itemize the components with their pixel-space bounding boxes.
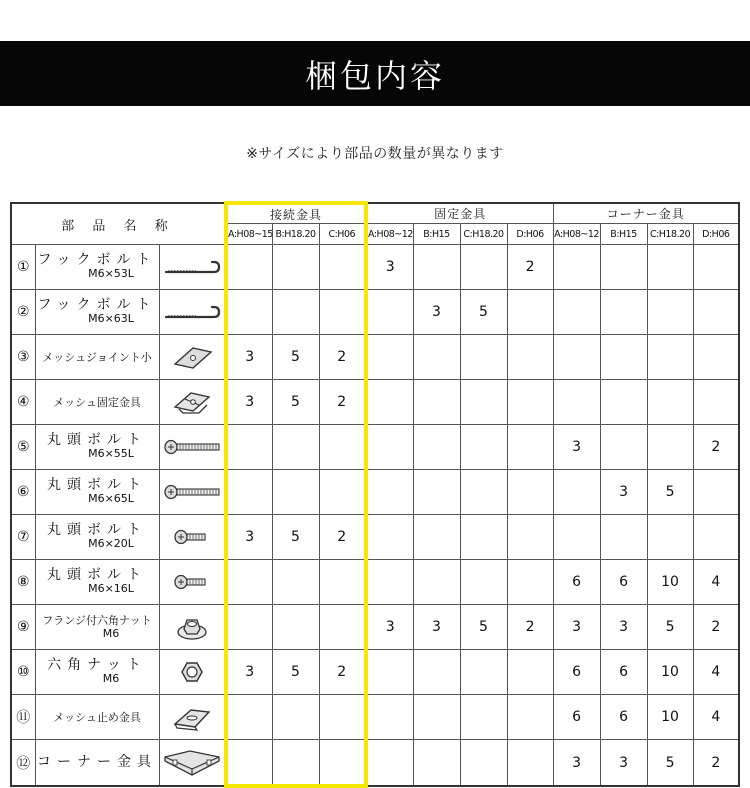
part-name: フックボルト xyxy=(37,252,157,268)
hex-nut-icon xyxy=(160,658,225,686)
qty-fix xyxy=(413,650,460,695)
qty-corner xyxy=(553,245,600,290)
qty-fix xyxy=(413,425,460,470)
qty-fix xyxy=(366,740,413,787)
part-size: M6×20L xyxy=(88,537,134,550)
qty-connect xyxy=(319,560,366,605)
qty-fix xyxy=(460,380,507,425)
part-image-cell xyxy=(159,560,226,605)
qty-fix xyxy=(366,425,413,470)
qty-connect: 2 xyxy=(319,380,366,425)
qty-corner: 3 xyxy=(600,605,647,650)
table-row xyxy=(11,380,739,425)
sub-header: A:H08~12 xyxy=(553,224,600,245)
qty-corner xyxy=(647,515,693,560)
short-bolt-icon xyxy=(160,572,225,592)
qty-connect xyxy=(319,425,366,470)
sub-header: A:H08~12 xyxy=(366,224,413,245)
qty-corner: 6 xyxy=(553,650,600,695)
qty-fix xyxy=(460,560,507,605)
qty-connect xyxy=(319,470,366,515)
part-name: 丸頭ボルト xyxy=(47,477,147,493)
part-size: M6 xyxy=(102,627,120,640)
qty-fix xyxy=(460,695,507,740)
qty-corner xyxy=(600,425,647,470)
qty-connect: 3 xyxy=(226,380,272,425)
qty-fix: 2 xyxy=(507,245,553,290)
qty-connect xyxy=(272,290,319,335)
corner-bracket-icon xyxy=(160,747,225,779)
mesh-clamp-icon xyxy=(160,387,225,417)
table-row xyxy=(11,560,739,605)
part-size: M6×65L xyxy=(88,492,134,505)
qty-fix xyxy=(460,740,507,787)
group-header-fix: 固定金具 xyxy=(366,203,553,224)
part-image-cell xyxy=(159,740,226,787)
qty-fix xyxy=(460,515,507,560)
table-row xyxy=(11,695,739,740)
qty-connect xyxy=(226,290,272,335)
part-name-cell xyxy=(35,605,159,650)
part-size: M6×63L xyxy=(88,312,134,325)
qty-corner: 5 xyxy=(647,470,693,515)
part-name: 丸頭ボルト xyxy=(47,432,147,448)
qty-fix xyxy=(413,245,460,290)
part-name: メッシュ止め金具 xyxy=(53,710,141,724)
qty-connect xyxy=(226,425,272,470)
part-image-cell xyxy=(159,695,226,740)
qty-corner: 10 xyxy=(647,695,693,740)
qty-fix: 3 xyxy=(366,245,413,290)
qty-fix: 3 xyxy=(413,290,460,335)
part-name-cell xyxy=(35,650,159,695)
qty-corner: 4 xyxy=(693,650,739,695)
part-size: M6 xyxy=(102,672,120,685)
qty-fix xyxy=(413,470,460,515)
qty-connect xyxy=(319,290,366,335)
qty-corner xyxy=(693,290,739,335)
table-row xyxy=(11,650,739,695)
part-name-cell xyxy=(35,290,159,335)
qty-corner xyxy=(693,470,739,515)
qty-connect xyxy=(319,605,366,650)
part-name: コーナー金具 xyxy=(37,754,157,770)
qty-connect: 2 xyxy=(319,650,366,695)
part-name-cell xyxy=(35,245,159,290)
part-name: 丸頭ボルト xyxy=(47,567,147,583)
qty-connect: 3 xyxy=(226,335,272,380)
qty-fix xyxy=(460,425,507,470)
table-row xyxy=(11,290,739,335)
qty-corner xyxy=(553,380,600,425)
qty-connect xyxy=(272,470,319,515)
flange-nut-icon xyxy=(160,612,225,642)
qty-fix xyxy=(507,425,553,470)
qty-connect: 2 xyxy=(319,515,366,560)
part-image-cell xyxy=(159,290,226,335)
item-number: ⑪ xyxy=(11,695,35,740)
qty-fix xyxy=(413,740,460,787)
qty-fix xyxy=(413,335,460,380)
qty-fix xyxy=(366,380,413,425)
part-name-cell xyxy=(35,560,159,605)
part-image-cell xyxy=(159,470,226,515)
table-row xyxy=(11,740,739,787)
qty-fix xyxy=(366,290,413,335)
qty-connect xyxy=(319,245,366,290)
qty-connect: 5 xyxy=(272,335,319,380)
qty-fix: 2 xyxy=(507,605,553,650)
table-row xyxy=(11,515,739,560)
qty-corner: 4 xyxy=(693,695,739,740)
sub-header: A:H08~15 xyxy=(226,224,272,245)
qty-fix xyxy=(507,650,553,695)
qty-corner: 2 xyxy=(693,425,739,470)
qty-corner xyxy=(693,335,739,380)
qty-fix xyxy=(366,335,413,380)
sub-header: B:H18.20 xyxy=(272,224,319,245)
qty-connect: 2 xyxy=(319,335,366,380)
qty-corner xyxy=(600,515,647,560)
qty-fix xyxy=(507,560,553,605)
qty-fix xyxy=(460,650,507,695)
qty-corner xyxy=(553,290,600,335)
qty-corner: 6 xyxy=(600,560,647,605)
group-header-connect: 接続金具 xyxy=(226,203,366,224)
sub-header: D:H06 xyxy=(693,224,739,245)
qty-corner: 3 xyxy=(600,740,647,787)
short-bolt-icon xyxy=(160,527,225,547)
qty-fix xyxy=(460,335,507,380)
qty-connect xyxy=(272,740,319,787)
part-image-cell xyxy=(159,245,226,290)
qty-fix xyxy=(413,695,460,740)
qty-connect xyxy=(319,695,366,740)
part-size: M6×55L xyxy=(88,447,134,460)
qty-connect xyxy=(226,560,272,605)
parts-rows xyxy=(11,245,739,787)
part-image-cell xyxy=(159,425,226,470)
qty-corner xyxy=(600,380,647,425)
qty-connect: 5 xyxy=(272,650,319,695)
qty-fix xyxy=(507,695,553,740)
part-name-header: 部 品 名 称 xyxy=(11,203,226,245)
sub-header: C:H18.20 xyxy=(647,224,693,245)
qty-connect xyxy=(272,425,319,470)
qty-fix xyxy=(366,470,413,515)
part-image-cell xyxy=(159,515,226,560)
qty-corner: 10 xyxy=(647,650,693,695)
title-bar xyxy=(0,41,750,106)
qty-fix xyxy=(413,515,460,560)
qty-fix xyxy=(507,470,553,515)
qty-corner: 3 xyxy=(553,740,600,787)
qty-fix: 3 xyxy=(366,605,413,650)
item-number: ⑦ xyxy=(11,515,35,560)
table-row xyxy=(11,470,739,515)
size-note: ※サイズにより部品の数量が異なります xyxy=(246,146,504,162)
qty-corner: 2 xyxy=(693,605,739,650)
qty-corner: 3 xyxy=(553,605,600,650)
qty-corner xyxy=(647,335,693,380)
part-name-cell xyxy=(35,380,159,425)
qty-corner: 2 xyxy=(693,740,739,787)
qty-connect xyxy=(319,740,366,787)
item-number: ⑨ xyxy=(11,605,35,650)
mesh-stopper-icon xyxy=(160,702,225,732)
qty-corner: 6 xyxy=(600,695,647,740)
item-number: ⑩ xyxy=(11,650,35,695)
qty-fix xyxy=(507,380,553,425)
qty-fix xyxy=(366,695,413,740)
qty-corner xyxy=(600,335,647,380)
part-size: M6×53L xyxy=(88,267,134,280)
qty-corner xyxy=(647,425,693,470)
qty-corner: 3 xyxy=(600,470,647,515)
qty-corner xyxy=(647,245,693,290)
qty-corner: 6 xyxy=(600,650,647,695)
qty-connect: 5 xyxy=(272,515,319,560)
item-number: ⑥ xyxy=(11,470,35,515)
part-name: フックボルト xyxy=(37,297,157,313)
qty-corner: 6 xyxy=(553,560,600,605)
part-name-cell xyxy=(35,425,159,470)
round-head-bolt-icon xyxy=(160,482,225,502)
qty-corner xyxy=(693,380,739,425)
qty-connect xyxy=(226,740,272,787)
qty-corner: 5 xyxy=(647,605,693,650)
item-number: ⑫ xyxy=(11,740,35,787)
qty-fix xyxy=(366,650,413,695)
round-head-bolt-icon xyxy=(160,437,225,457)
table-row xyxy=(11,245,739,290)
table-row xyxy=(11,335,739,380)
group-header-corner: コーナー金具 xyxy=(553,203,739,224)
qty-fix: 3 xyxy=(413,605,460,650)
qty-connect: 3 xyxy=(226,515,272,560)
qty-fix xyxy=(507,515,553,560)
qty-connect xyxy=(272,245,319,290)
qty-fix xyxy=(507,740,553,787)
qty-connect xyxy=(226,245,272,290)
qty-connect xyxy=(226,695,272,740)
qty-fix xyxy=(366,515,413,560)
qty-corner xyxy=(600,245,647,290)
part-name-cell xyxy=(35,335,159,380)
qty-fix xyxy=(413,380,460,425)
part-name: 六角ナット xyxy=(47,657,147,673)
sub-header: D:H06 xyxy=(507,224,553,245)
qty-corner xyxy=(647,380,693,425)
part-name-cell xyxy=(35,515,159,560)
part-image-cell xyxy=(159,335,226,380)
qty-corner: 4 xyxy=(693,560,739,605)
part-name: 丸頭ボルト xyxy=(47,522,147,538)
qty-corner xyxy=(693,245,739,290)
qty-connect xyxy=(226,605,272,650)
qty-connect: 3 xyxy=(226,650,272,695)
qty-corner xyxy=(553,515,600,560)
qty-corner: 6 xyxy=(553,695,600,740)
qty-corner xyxy=(693,515,739,560)
qty-connect xyxy=(272,695,319,740)
sub-header: C:H18.20 xyxy=(460,224,507,245)
hook-bolt-icon xyxy=(160,302,225,322)
qty-fix xyxy=(460,245,507,290)
mesh-joint-plate-icon xyxy=(160,342,225,372)
qty-connect xyxy=(272,605,319,650)
qty-fix: 5 xyxy=(460,290,507,335)
item-number: ③ xyxy=(11,335,35,380)
item-number: ⑧ xyxy=(11,560,35,605)
part-name: フランジ付六角ナット xyxy=(42,614,152,627)
qty-corner xyxy=(553,335,600,380)
item-number: ⑤ xyxy=(11,425,35,470)
sub-header: C:H06 xyxy=(319,224,366,245)
qty-corner xyxy=(600,290,647,335)
part-image-cell xyxy=(159,605,226,650)
item-number: ② xyxy=(11,290,35,335)
table-row xyxy=(11,425,739,470)
qty-corner xyxy=(553,470,600,515)
part-size: M6×16L xyxy=(88,582,134,595)
qty-fix: 5 xyxy=(460,605,507,650)
qty-fix xyxy=(413,560,460,605)
table-row xyxy=(11,605,739,650)
item-number: ① xyxy=(11,245,35,290)
parts-table xyxy=(10,201,740,788)
part-image-cell xyxy=(159,650,226,695)
qty-corner: 10 xyxy=(647,560,693,605)
part-image-cell xyxy=(159,380,226,425)
sub-header: B:H15 xyxy=(600,224,647,245)
hook-bolt-icon xyxy=(160,257,225,277)
qty-corner xyxy=(647,290,693,335)
part-name: メッシュジョイント小 xyxy=(42,350,152,364)
part-name: メッシュ固定金具 xyxy=(53,395,141,409)
part-name-cell xyxy=(35,470,159,515)
page-title: 梱包内容 xyxy=(304,56,445,95)
part-name-cell xyxy=(35,740,159,787)
part-name-cell xyxy=(35,695,159,740)
qty-corner: 5 xyxy=(647,740,693,787)
qty-fix xyxy=(507,290,553,335)
qty-fix xyxy=(507,335,553,380)
qty-connect xyxy=(226,470,272,515)
item-number: ④ xyxy=(11,380,35,425)
qty-connect xyxy=(272,560,319,605)
qty-connect: 5 xyxy=(272,380,319,425)
qty-fix xyxy=(366,560,413,605)
qty-fix xyxy=(460,470,507,515)
qty-corner: 3 xyxy=(553,425,600,470)
sub-header: B:H15 xyxy=(413,224,460,245)
